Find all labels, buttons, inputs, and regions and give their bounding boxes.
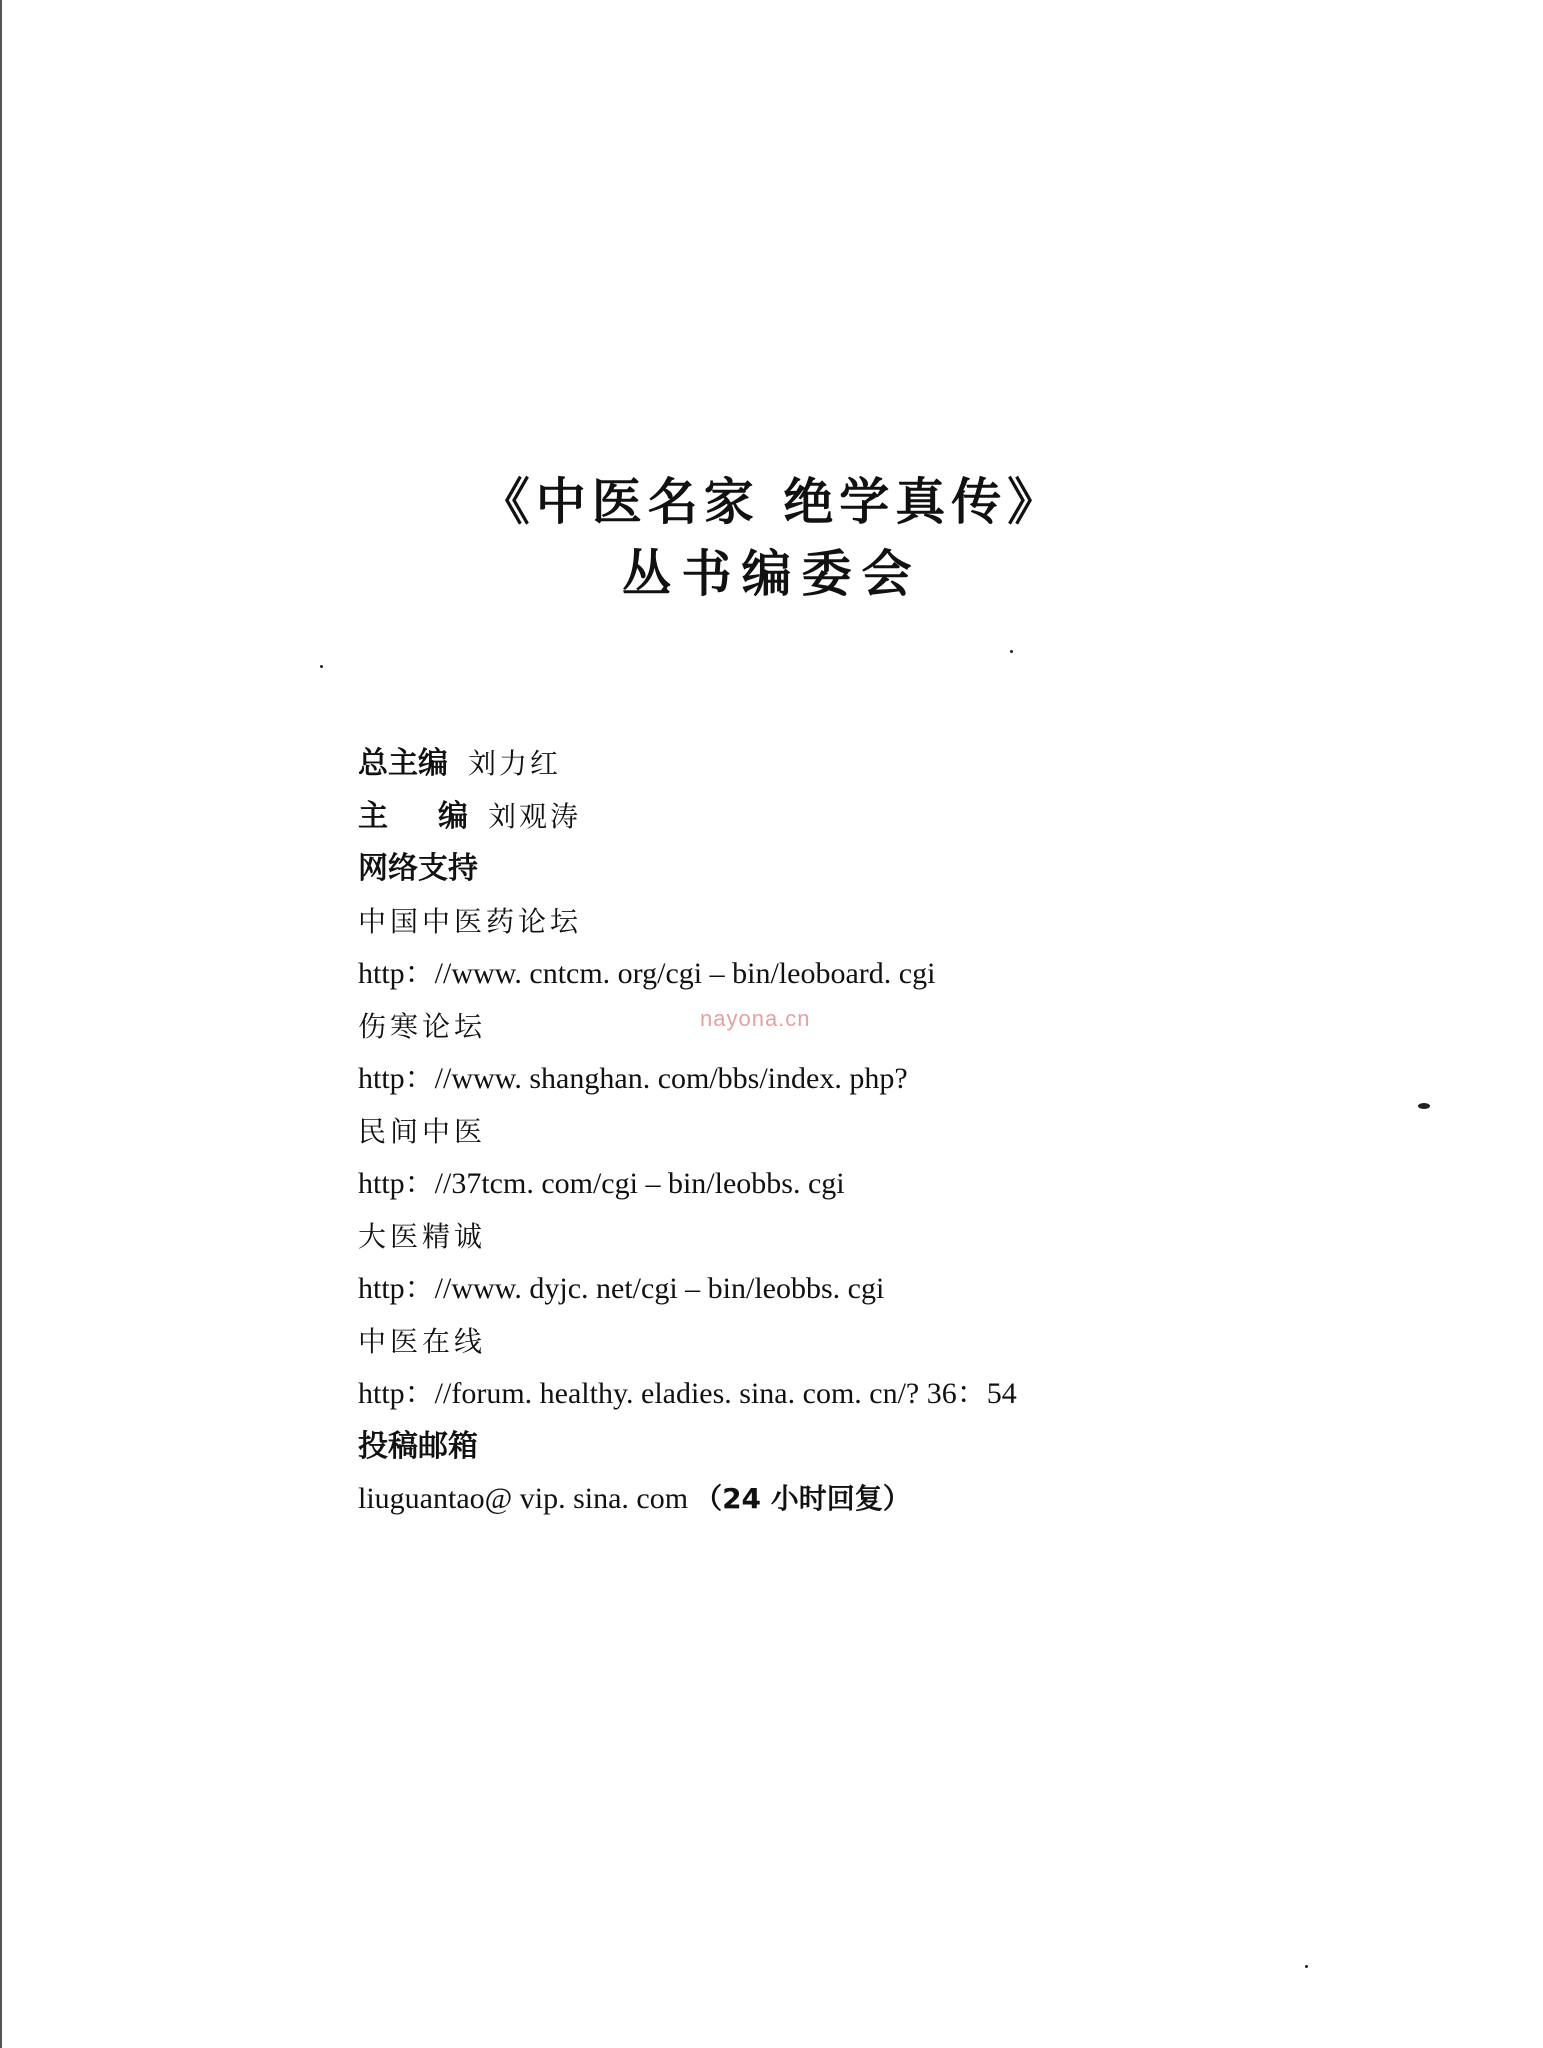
site-name: 民间中医: [358, 1114, 487, 1148]
chief-editor-label: 总主编: [358, 746, 448, 781]
submission-email: liuguantao@ vip. sina. com: [358, 1482, 689, 1515]
site-url: http：//www. shanghan. com/bbs/index. php?: [358, 1062, 908, 1095]
scan-speck: [320, 665, 323, 668]
site-url: http：//www. cntcm. org/cgi – bin/leoboard. cgi: [358, 957, 936, 990]
site-url: http：//forum. healthy. eladies. sina. com. cn/? 36：54: [358, 1377, 1017, 1410]
chief-editor-row: [358, 738, 1458, 791]
book-series-title: 《中医名家 绝学真传》: [479, 472, 1064, 531]
page-edge: [0, 0, 2, 2048]
chief-editor-name: 刘力红: [468, 747, 562, 780]
reply-note: （24 小时回复）: [694, 1482, 911, 1515]
site-url: http：//37tcm. com/cgi – bin/leobbs. cgi: [358, 1167, 845, 1200]
watermark: nayona.cn: [700, 1006, 811, 1031]
site-name: 中国中医药论坛: [358, 904, 583, 938]
site-name: 大医精诚: [358, 1219, 487, 1253]
site-name: 中医在线: [358, 1324, 487, 1358]
committee-content: [358, 738, 1458, 1526]
committee-title: 丛书编委会: [621, 544, 922, 603]
editor-row: [358, 791, 1458, 844]
submission-row: [358, 1473, 1458, 1526]
scan-speck: [1418, 1103, 1430, 1109]
site-name: 伤寒论坛: [358, 1009, 487, 1043]
site-url: http：//www. dyjc. net/cgi – bin/leobbs. cgi: [358, 1272, 885, 1305]
editor-name: 刘观涛: [488, 799, 582, 833]
submission-heading: 投稿邮箱: [358, 1428, 478, 1464]
network-support-heading: 网络支持: [358, 851, 478, 886]
scan-speck: [1010, 650, 1013, 653]
editor-label: 主 编: [358, 798, 468, 834]
scan-speck: [1305, 1965, 1308, 1968]
